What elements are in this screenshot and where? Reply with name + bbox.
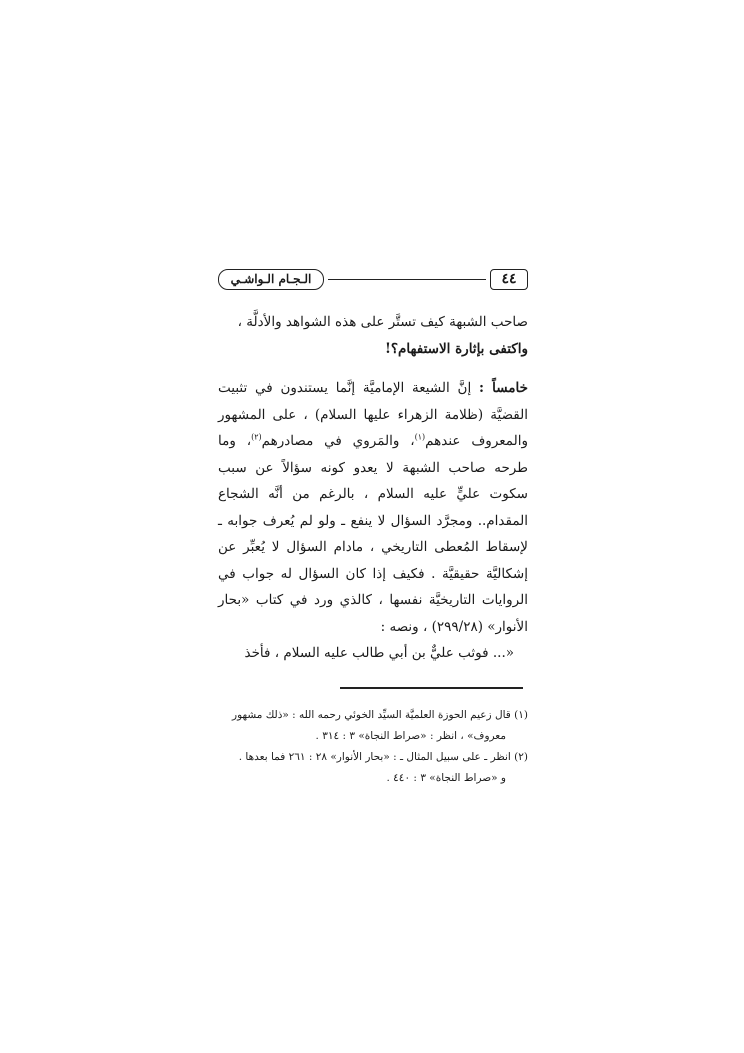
- paragraph-text: إنَّ الشيعة الإماميَّة إنَّما يستندون في تثبيت القضيَّة (ظلامة الزهراء عليها السلام) ، على المشهور والمعروف عندهم: [218, 380, 528, 449]
- footnote-2-cont: [218, 768, 528, 789]
- paragraph-2: [218, 375, 528, 640]
- footnote-line: و «صراط النجاة» ٣ : ٤٤٠ .: [386, 772, 506, 784]
- paragraph-text: ، والمَروي في مصادرهم: [261, 433, 415, 449]
- footnote-separator: [340, 687, 523, 689]
- footnote-line: (٢) انظر ـ على سبيل المثال ـ : «بحار الأنوار» ٢٨ : ٢٦١ فما بعدها .: [238, 751, 528, 763]
- page-header: [218, 268, 528, 292]
- paragraph-text: ، وما طرحه صاحب الشبهة لا يعدو كونه سؤالاً عن سبب سكوت عليٍّ عليه السلام ، بالرغم من أنَّه الشجاع المقدام.. ومجرَّد السؤال لا ينفع ـ ولو لم يُعرف جوابه ـ لإسقاط المُعطى التاريخي ، مادام السؤال لا يُعبِّر عن إشكاليَّة حقيقيَّة . فكيف إذا كان السؤال له جواب في الروايات التاريخيَّة نفسها ، كالذي ورد في كتاب «بحار الأنوار» (٢٩٩/٢٨) ، ونصه :: [218, 433, 528, 635]
- header-rule: [328, 279, 486, 280]
- quote-paragraph: [218, 640, 528, 667]
- footnote-1-cont: [218, 726, 528, 747]
- footnote-line: معروف» ، انظر : «صراط النجاة» ٣ : ٣١٤ .: [315, 730, 506, 742]
- text-line: صاحب الشبهة كيف تستَّر على هذه الشواهد والأدلَّة ،: [237, 314, 528, 330]
- footnote-line: (١) قال زعيم الحوزة العلميَّة السيِّد الخوئي رحمه الله : «ذلك مشهور: [232, 709, 528, 721]
- footnote-2: [218, 747, 528, 768]
- text-line: واكتفى بإثارة الاستفهام؟!: [384, 340, 528, 357]
- quote-line: «... فوثب عليٌّ بن أبي طالب عليه السلام ، فأخذ: [244, 645, 514, 661]
- paragraph-lead: خامساً :: [478, 380, 528, 396]
- footnote-1: [218, 705, 528, 726]
- running-book-title: الـجـام الـواشـي: [218, 269, 324, 290]
- paragraph-gap: [218, 362, 528, 375]
- page-number: ٤٤: [490, 269, 528, 290]
- main-text: [218, 309, 528, 667]
- footnote-ref-2[interactable]: (٢): [251, 432, 262, 442]
- footnotes: [218, 705, 528, 789]
- paragraph-1: [218, 309, 528, 362]
- footnote-ref-1[interactable]: (١): [414, 432, 426, 442]
